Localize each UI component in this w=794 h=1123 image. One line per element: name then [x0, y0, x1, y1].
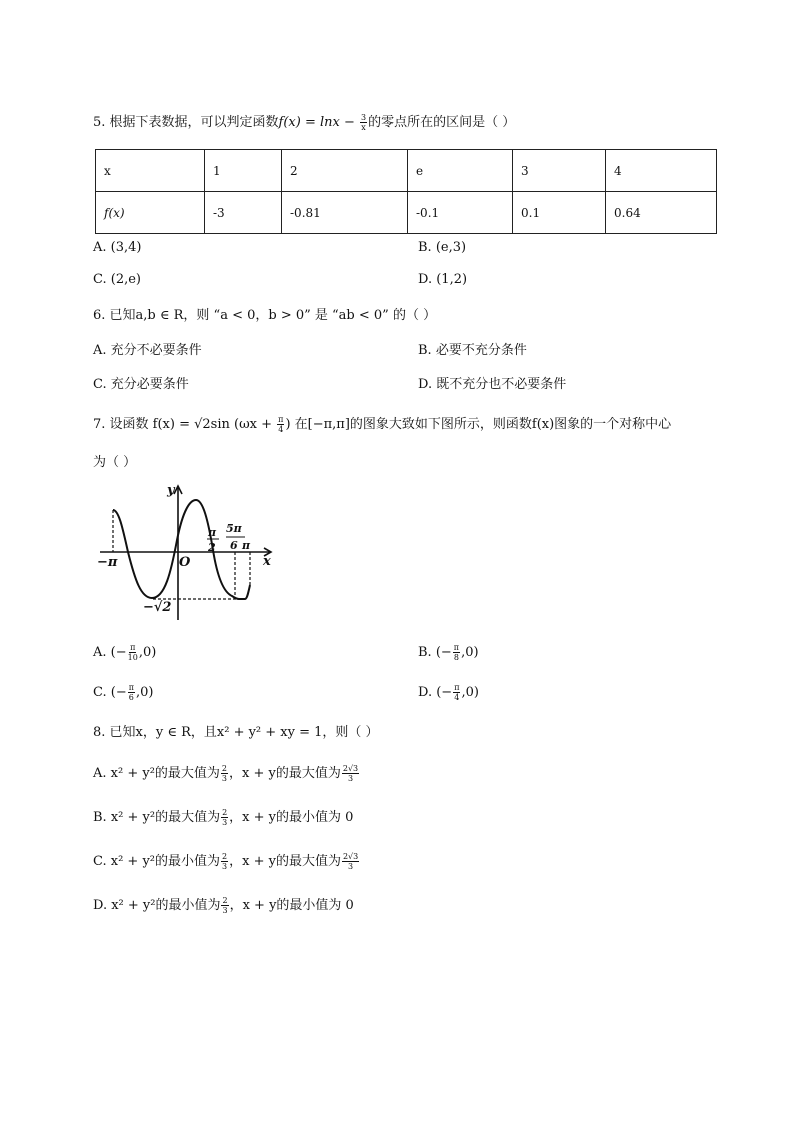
- q5-frac-den: x: [361, 123, 366, 132]
- q7-option-c[interactable]: [93, 683, 153, 702]
- question-8-stem: 8. 已知x，y ∈ R，且x² + y² + xy = 1，则（ ）: [93, 725, 379, 740]
- q8-b-text1: B. x² + y²的最大值为: [93, 810, 221, 825]
- q8-c-text1: C. x² + y²的最小值为: [93, 854, 221, 869]
- q8-d-den: 3: [222, 906, 228, 915]
- q8-c-text2: ，x + y的最大值为: [229, 854, 341, 869]
- q8-d-num: 2: [222, 896, 228, 905]
- q7-d-frac: [453, 683, 460, 702]
- table-cell: 1: [205, 150, 282, 192]
- table-cell: 4: [606, 150, 717, 192]
- table-cell: e: [408, 150, 513, 192]
- q8-a-text2: ，x + y的最大值为: [229, 766, 341, 781]
- q6-option-a[interactable]: A. 充分不必要条件: [93, 343, 202, 358]
- q6-option-c[interactable]: C. 充分必要条件: [93, 377, 189, 392]
- five-pi-six-num: 5π: [226, 522, 242, 535]
- q7-a-frac: [128, 643, 138, 662]
- q7-prefix: 7. 设函数 f(x) = √2sin (ωx +: [93, 417, 277, 432]
- table-cell: f(x): [96, 192, 205, 234]
- q6-option-b[interactable]: B. 必要不充分条件: [418, 343, 527, 358]
- q7-b-pre: B. (−: [418, 645, 452, 660]
- q7-c-num: π: [128, 683, 134, 692]
- question-7-line2: 为（ ）: [93, 455, 137, 470]
- q8-c-den2: 3: [348, 862, 354, 871]
- pi-half-den: 2: [208, 541, 216, 554]
- q7-a-num: π: [130, 643, 136, 652]
- q8-c-frac2: [342, 852, 359, 871]
- q7-sine-graph: [95, 480, 280, 622]
- q5-option-b[interactable]: B. (e,3): [418, 240, 467, 255]
- q7-c-post: ,0): [135, 685, 154, 700]
- q7-d-post: ,0): [461, 685, 479, 700]
- q5-option-c[interactable]: C. (2,e): [93, 272, 141, 287]
- q7-d-den: 4: [454, 693, 460, 702]
- q7-c-pre: C. (−: [93, 685, 127, 700]
- table-row: [96, 150, 717, 192]
- q8-c-num: 2: [222, 852, 228, 861]
- q8-b-text2: ，x + y的最小值为 0: [229, 810, 354, 825]
- q7-c-frac: [128, 683, 135, 702]
- q8-d-frac1: [221, 896, 228, 915]
- q7-option-a[interactable]: [93, 643, 156, 662]
- table-cell: 0.64: [606, 192, 717, 234]
- table-cell: 2: [282, 150, 408, 192]
- q8-option-d[interactable]: [93, 894, 354, 915]
- q8-d-text2: ，x + y的最小值为 0: [229, 898, 354, 913]
- table-cell: -3: [205, 192, 282, 234]
- q8-c-den: 3: [222, 862, 228, 871]
- q6-option-d[interactable]: D. 既不充分也不必要条件: [418, 377, 567, 392]
- q7-fraction: [277, 415, 284, 434]
- q8-a-den: 3: [221, 774, 228, 783]
- table-cell: -0.81: [282, 192, 408, 234]
- q8-option-b[interactable]: [93, 806, 353, 827]
- question-6-stem: 6. 已知a,b ∈ R，则 “a < 0，b > 0” 是 “ab < 0” 的（ ）: [93, 308, 437, 323]
- q8-a-text1: A. x² + y²的最大值为: [93, 766, 220, 781]
- q5-option-a[interactable]: A. (3,4): [93, 240, 142, 255]
- q7-option-b[interactable]: [418, 643, 479, 662]
- table-cell: 3: [513, 150, 606, 192]
- neg-pi-label: −π: [97, 555, 118, 570]
- q7-b-post: ,0): [461, 645, 479, 660]
- min-label: −√2: [143, 600, 172, 615]
- q7-c-den: 6: [128, 693, 134, 702]
- q7-a-pre: A. (−: [93, 645, 127, 660]
- q8-d-text1: D. x² + y²的最小值为: [93, 898, 221, 913]
- table-cell: -0.1: [408, 192, 513, 234]
- q8-a-frac1: [221, 764, 228, 783]
- y-axis-label: y: [167, 483, 175, 498]
- q5-prefix: 5. 根据下表数据，可以判定函数: [93, 115, 279, 130]
- q5-option-d[interactable]: D. (1,2): [418, 272, 468, 287]
- q8-c-num2: 2√3: [342, 852, 359, 861]
- origin-label: O: [179, 555, 191, 570]
- q8-a-num2: 2√3: [342, 764, 359, 773]
- question-7-stem: [93, 413, 671, 434]
- q8-a-den2: 3: [347, 774, 354, 783]
- table-cell: 0.1: [513, 192, 606, 234]
- q7-b-den: 8: [453, 653, 459, 662]
- q7-frac-num: π: [278, 415, 284, 424]
- q7-option-d[interactable]: [418, 683, 479, 702]
- q8-b-den: 3: [222, 818, 228, 827]
- five-pi-six-den: 6: [230, 539, 238, 552]
- q8-c-frac1: [221, 852, 228, 871]
- q8-option-c[interactable]: [93, 850, 360, 871]
- q8-a-num: 2: [221, 764, 228, 773]
- q7-b-frac: [453, 643, 460, 662]
- question-5-stem: [93, 111, 515, 132]
- q8-a-frac2: [342, 764, 359, 783]
- q5-frac-num: 3: [361, 113, 367, 122]
- q7-d-pre: D. (−: [418, 685, 453, 700]
- q7-a-den: 10: [127, 653, 138, 662]
- q7-frac-den: 4: [278, 425, 284, 434]
- q7-d-num: π: [454, 683, 460, 692]
- q5-suffix: 的零点所在的区间是（ ）: [368, 115, 516, 130]
- q5-fraction: [360, 113, 367, 132]
- pi-label: π: [242, 539, 251, 552]
- q7-b-num: π: [453, 643, 460, 652]
- q7-suffix: ) 在[−π,π]的图象大致如下图所示，则函数f(x)图象的一个对称中心: [285, 417, 672, 432]
- q8-b-frac1: [221, 808, 228, 827]
- q8-option-a[interactable]: [93, 762, 360, 783]
- q5-function: f(x) = lnx −: [278, 115, 360, 130]
- table-cell: x: [96, 150, 205, 192]
- pi-half-num: π: [208, 526, 217, 539]
- x-axis-label: x: [263, 554, 271, 569]
- q8-b-num: 2: [222, 808, 228, 817]
- q7-a-post: ,0): [138, 645, 157, 660]
- q5-data-table: [95, 149, 717, 234]
- table-row: [96, 192, 717, 234]
